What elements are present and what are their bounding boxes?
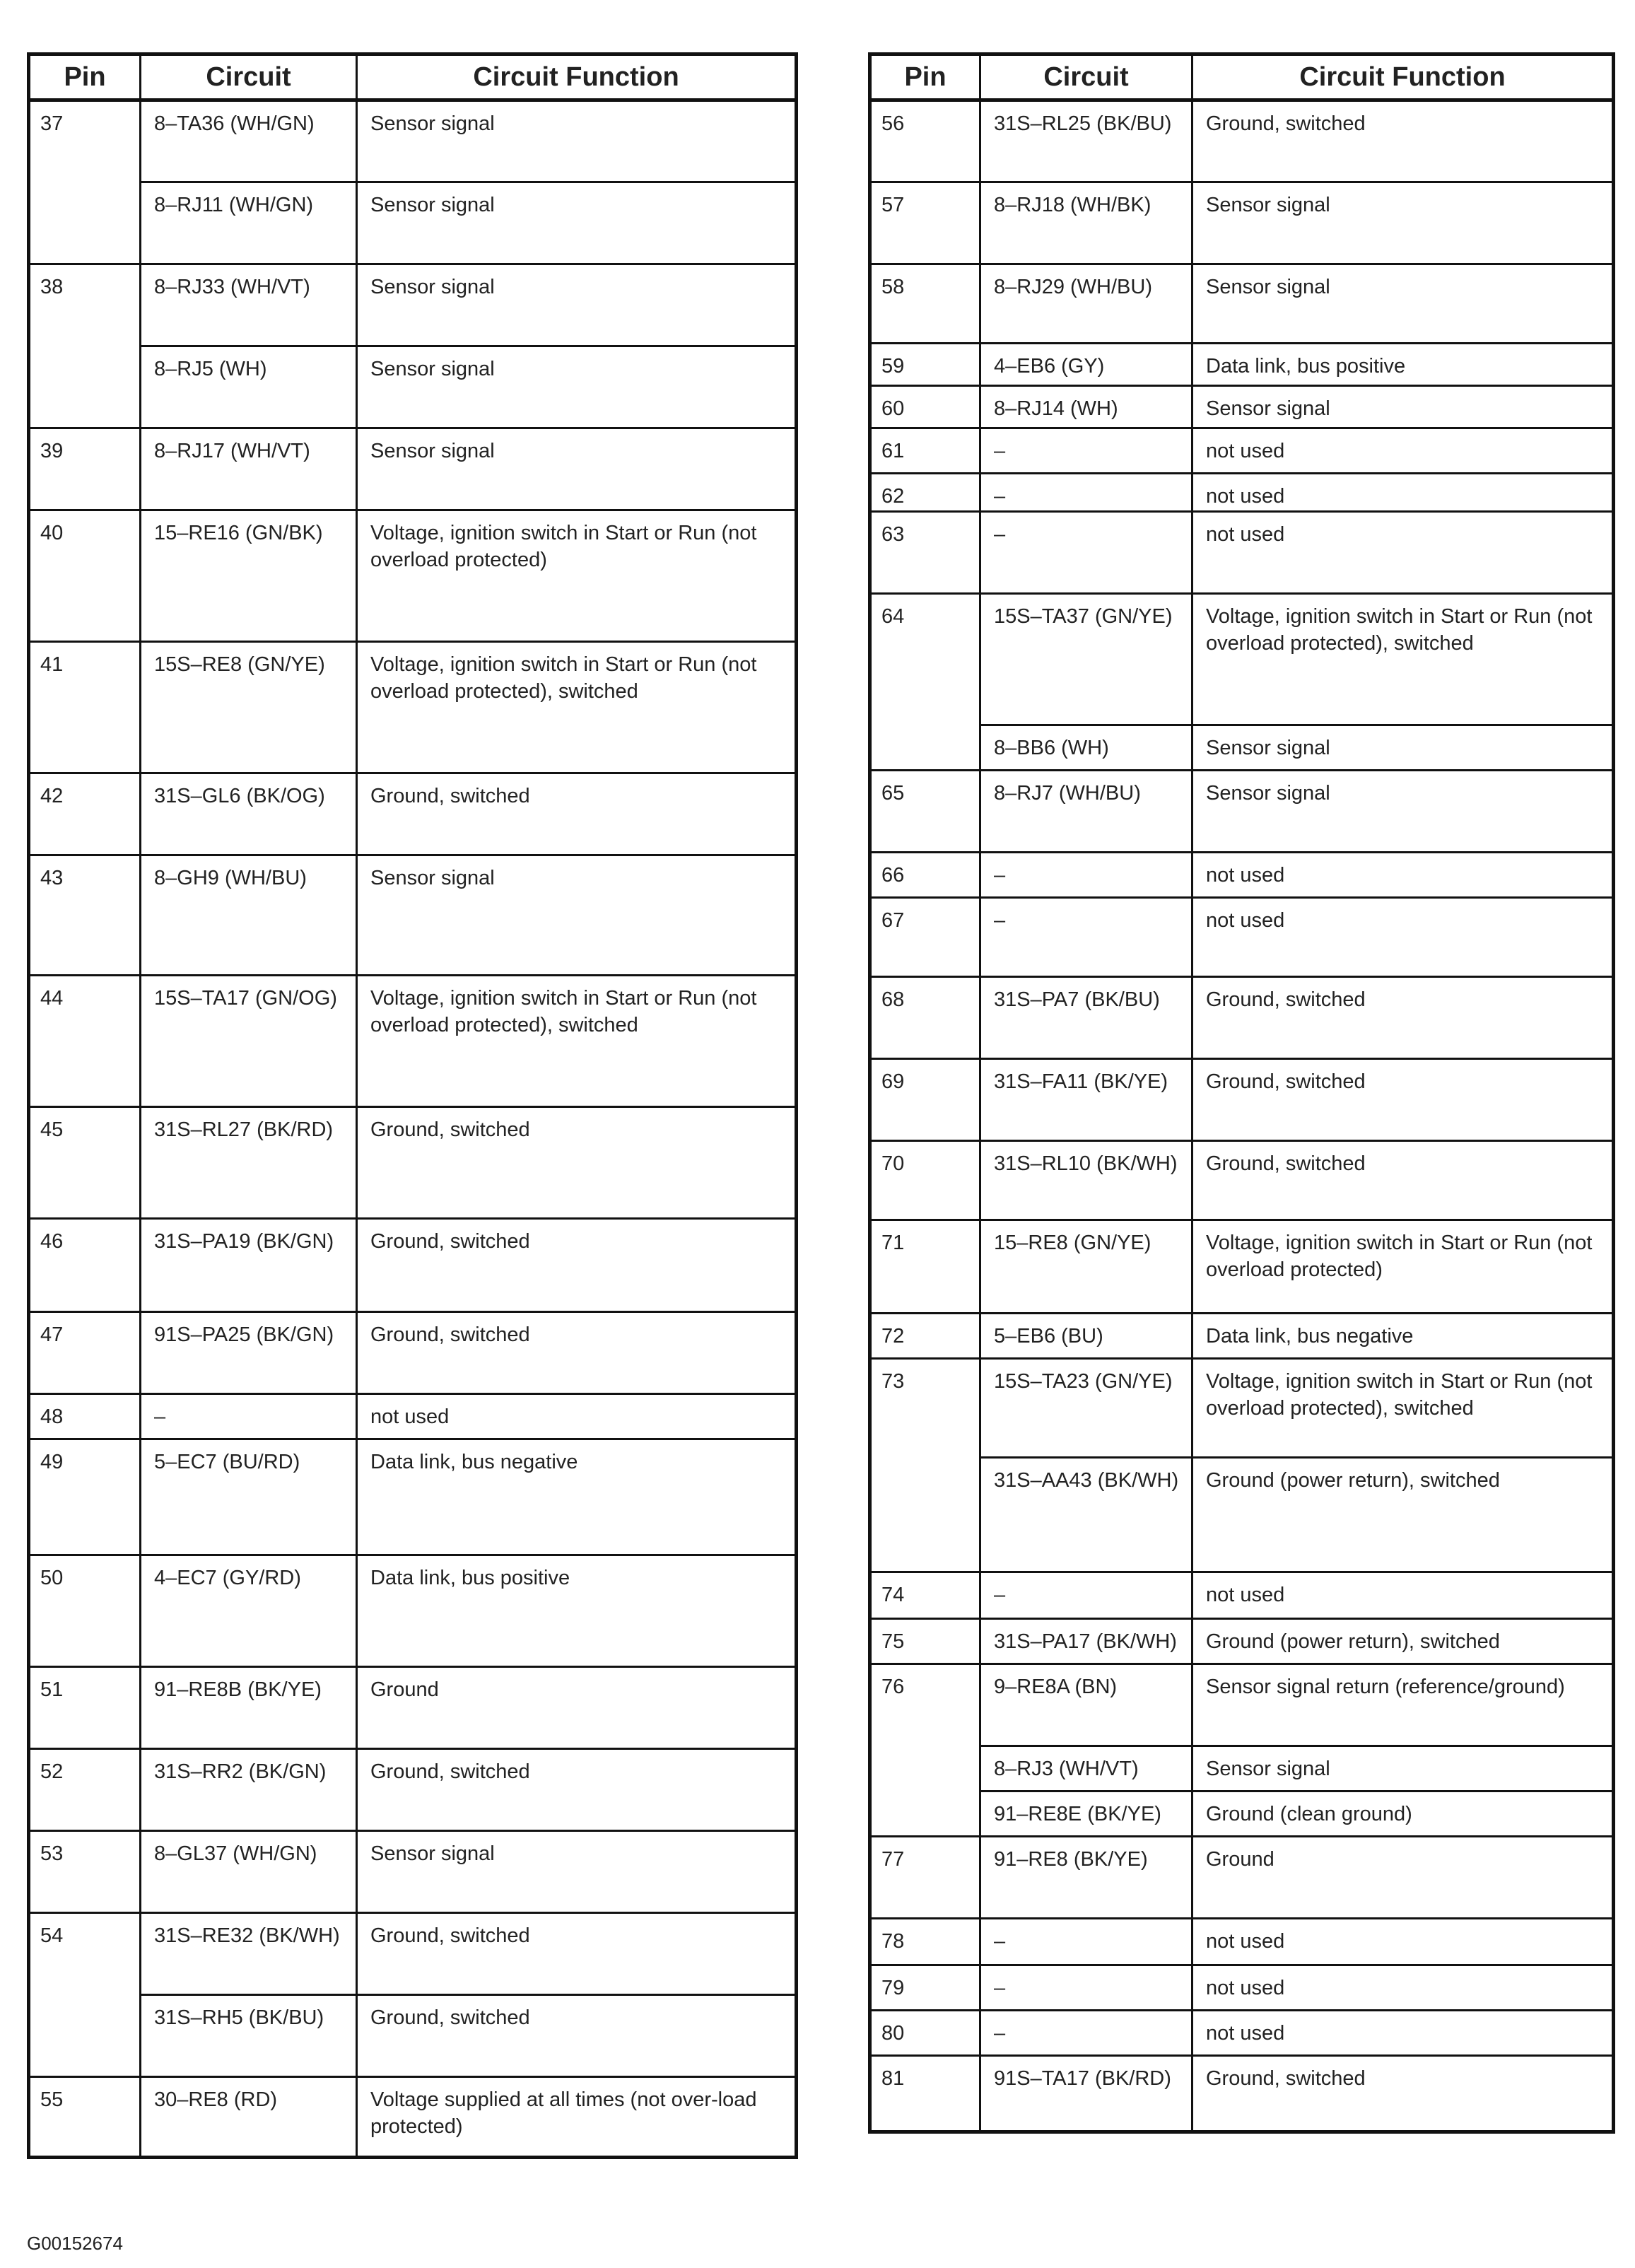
pin-number: 69 <box>870 1059 980 1141</box>
table-row <box>870 2011 1614 2056</box>
pin-number: 43 <box>29 855 141 976</box>
circuit-function: Sensor signal <box>1192 725 1614 771</box>
circuit-function-header: Circuit Function <box>1192 54 1614 100</box>
circuit-function: Voltage, ignition switch in Start or Run (not overload protected), switched <box>1192 594 1614 725</box>
circuit-header: Circuit <box>141 54 357 100</box>
table-row <box>870 182 1614 264</box>
pin-number: 44 <box>29 976 141 1107</box>
circuit-function: Sensor signal <box>357 264 797 346</box>
table-row <box>870 1359 1614 1458</box>
pin-number: 60 <box>870 386 980 428</box>
circuit-code: 31S–PA7 (BK/BU) <box>980 977 1192 1059</box>
circuit-code: 8–GH9 (WH/BU) <box>141 855 357 976</box>
pin-header: Pin <box>870 54 980 100</box>
circuit-code: 8–RJ14 (WH) <box>980 386 1192 428</box>
circuit-function: Ground, switched <box>1192 2056 1614 2132</box>
pin-number: 70 <box>870 1141 980 1220</box>
circuit-function: Ground, switched <box>1192 977 1614 1059</box>
table-header-row <box>29 54 797 100</box>
circuit-code: 31S–PA17 (BK/WH) <box>980 1619 1192 1664</box>
pin-table-left <box>27 52 798 2159</box>
circuit-code: 31S–RL10 (BK/WH) <box>980 1141 1192 1220</box>
circuit-code: 15S–TA17 (GN/OG) <box>141 976 357 1107</box>
table-row <box>870 1141 1614 1220</box>
circuit-code: – <box>980 1919 1192 1965</box>
circuit-code: 31S–RL25 (BK/BU) <box>980 100 1192 182</box>
circuit-code: 8–TA36 (WH/GN) <box>141 100 357 182</box>
circuit-function: not used <box>1192 428 1614 474</box>
circuit-code: 8–GL37 (WH/GN) <box>141 1831 357 1913</box>
circuit-function: Voltage, ignition switch in Start or Run (not overload protected) <box>1192 1220 1614 1314</box>
table-row <box>870 474 1614 512</box>
pin-number: 58 <box>870 264 980 344</box>
circuit-function: Sensor signal return (reference/ground) <box>1192 1664 1614 1746</box>
circuit-function: Sensor signal <box>357 346 797 428</box>
circuit-function: Ground (clean ground) <box>1192 1791 1614 1837</box>
table-row <box>29 2077 797 2158</box>
pin-number: 79 <box>870 1965 980 2011</box>
circuit-code: – <box>980 2011 1192 2056</box>
circuit-header: Circuit <box>980 54 1192 100</box>
circuit-code: 8–RJ18 (WH/BK) <box>980 182 1192 264</box>
circuit-code: 31S–GL6 (BK/OG) <box>141 773 357 855</box>
circuit-function: Data link, bus negative <box>357 1439 797 1555</box>
pin-number: 52 <box>29 1749 141 1831</box>
pin-number: 62 <box>870 474 980 512</box>
pin-number: 78 <box>870 1919 980 1965</box>
table-row <box>29 182 797 264</box>
table-row <box>870 594 1614 725</box>
circuit-code: – <box>141 1394 357 1439</box>
table-row <box>870 1965 1614 2011</box>
circuit-code: 8–RJ7 (WH/BU) <box>980 771 1192 853</box>
pin-number: 65 <box>870 771 980 853</box>
pin-number: 39 <box>29 428 141 510</box>
circuit-code: 5–EB6 (BU) <box>980 1314 1192 1359</box>
circuit-code: 31S–AA43 (BK/WH) <box>980 1458 1192 1572</box>
circuit-function: Ground, switched <box>1192 1059 1614 1141</box>
circuit-function-header: Circuit Function <box>357 54 797 100</box>
circuit-code: – <box>980 428 1192 474</box>
circuit-code: 30–RE8 (RD) <box>141 2077 357 2158</box>
circuit-function: Ground <box>1192 1837 1614 1919</box>
table-row <box>29 1667 797 1749</box>
table-row <box>870 1314 1614 1359</box>
circuit-code: 5–EC7 (BU/RD) <box>141 1439 357 1555</box>
circuit-code: 4–EB6 (GY) <box>980 344 1192 386</box>
circuit-function: Ground, switched <box>357 1749 797 1831</box>
table-row <box>870 1059 1614 1141</box>
circuit-function: Data link, bus positive <box>357 1555 797 1667</box>
circuit-function: Sensor signal <box>357 100 797 182</box>
circuit-code: 91–RE8 (BK/YE) <box>980 1837 1192 1919</box>
circuit-function: Sensor signal <box>1192 771 1614 853</box>
pin-table-right <box>868 52 1615 2134</box>
circuit-function: Voltage, ignition switch in Start or Run (not overload protected) <box>357 510 797 642</box>
pin-number: 42 <box>29 773 141 855</box>
circuit-function: Ground, switched <box>357 1913 797 1995</box>
circuit-code: 15S–TA23 (GN/YE) <box>980 1359 1192 1458</box>
pin-number: 47 <box>29 1312 141 1394</box>
circuit-function: Ground (power return), switched <box>1192 1458 1614 1572</box>
table-row <box>870 264 1614 344</box>
pin-number: 67 <box>870 898 980 977</box>
table-row <box>29 773 797 855</box>
circuit-code: 4–EC7 (GY/RD) <box>141 1555 357 1667</box>
circuit-code: 15–RE16 (GN/BK) <box>141 510 357 642</box>
table-row <box>29 428 797 510</box>
pin-number: 68 <box>870 977 980 1059</box>
table-row <box>870 853 1614 898</box>
pin-number: 56 <box>870 100 980 182</box>
circuit-function: Sensor signal <box>357 428 797 510</box>
circuit-function: Voltage, ignition switch in Start or Run (not overload protected), switched <box>1192 1359 1614 1458</box>
circuit-function: not used <box>1192 1572 1614 1619</box>
table-row <box>29 855 797 976</box>
circuit-code: 91–RE8B (BK/YE) <box>141 1667 357 1749</box>
circuit-function: not used <box>1192 1919 1614 1965</box>
circuit-function: Ground (power return), switched <box>1192 1619 1614 1664</box>
pin-number: 53 <box>29 1831 141 1913</box>
circuit-code: 31S–RL27 (BK/RD) <box>141 1107 357 1219</box>
pin-number: 48 <box>29 1394 141 1439</box>
table-row <box>29 264 797 346</box>
pin-header: Pin <box>29 54 141 100</box>
circuit-function: Voltage supplied at all times (not over-load protected) <box>357 2077 797 2158</box>
circuit-code: 15–RE8 (GN/YE) <box>980 1220 1192 1314</box>
pin-number: 46 <box>29 1219 141 1312</box>
pin-number: 76 <box>870 1664 980 1837</box>
pin-number: 81 <box>870 2056 980 2132</box>
circuit-code: 8–BB6 (WH) <box>980 725 1192 771</box>
pin-number: 45 <box>29 1107 141 1219</box>
table-row <box>29 100 797 182</box>
circuit-code: 8–RJ17 (WH/VT) <box>141 428 357 510</box>
circuit-code: – <box>980 853 1192 898</box>
table-row <box>870 1919 1614 1965</box>
pin-number: 75 <box>870 1619 980 1664</box>
circuit-function: Data link, bus negative <box>1192 1314 1614 1359</box>
table-row <box>29 1995 797 2077</box>
circuit-function: not used <box>1192 2011 1614 2056</box>
pin-number: 66 <box>870 853 980 898</box>
circuit-function: Ground, switched <box>357 1219 797 1312</box>
circuit-function: Sensor signal <box>1192 1746 1614 1791</box>
pin-number: 50 <box>29 1555 141 1667</box>
circuit-code: 31S–RE32 (BK/WH) <box>141 1913 357 1995</box>
circuit-code: 91–RE8E (BK/YE) <box>980 1791 1192 1837</box>
table-row <box>870 1837 1614 1919</box>
table-row <box>870 1458 1614 1572</box>
pin-number: 73 <box>870 1359 980 1572</box>
table-header-row <box>870 54 1614 100</box>
circuit-function: not used <box>1192 1965 1614 2011</box>
circuit-code: 91S–PA25 (BK/GN) <box>141 1312 357 1394</box>
circuit-function: Ground, switched <box>357 773 797 855</box>
pin-number: 80 <box>870 2011 980 2056</box>
circuit-code: 31S–FA11 (BK/YE) <box>980 1059 1192 1141</box>
table-row <box>29 1913 797 1995</box>
table-row <box>870 386 1614 428</box>
pin-number: 63 <box>870 512 980 594</box>
circuit-function: not used <box>357 1394 797 1439</box>
circuit-code: – <box>980 512 1192 594</box>
circuit-code: 31S–RR2 (BK/GN) <box>141 1749 357 1831</box>
table-row <box>870 977 1614 1059</box>
table-row <box>870 428 1614 474</box>
circuit-function: Sensor signal <box>357 1831 797 1913</box>
circuit-code: – <box>980 1965 1192 2011</box>
pin-number: 49 <box>29 1439 141 1555</box>
circuit-function: Data link, bus positive <box>1192 344 1614 386</box>
circuit-function: Ground, switched <box>357 1312 797 1394</box>
circuit-code: 31S–PA19 (BK/GN) <box>141 1219 357 1312</box>
table-row <box>29 1831 797 1913</box>
table-row <box>29 1394 797 1439</box>
circuit-code: – <box>980 898 1192 977</box>
table-row <box>29 642 797 773</box>
table-row <box>870 1220 1614 1314</box>
circuit-function: Ground <box>357 1667 797 1749</box>
circuit-code: 91S–TA17 (BK/RD) <box>980 2056 1192 2132</box>
circuit-code: 8–RJ33 (WH/VT) <box>141 264 357 346</box>
circuit-function: Sensor signal <box>357 855 797 976</box>
table-row <box>870 344 1614 386</box>
table-row <box>29 346 797 428</box>
circuit-code: – <box>980 474 1192 512</box>
pin-number: 51 <box>29 1667 141 1749</box>
pin-number: 38 <box>29 264 141 428</box>
table-row <box>870 1619 1614 1664</box>
table-row <box>870 1664 1614 1746</box>
table-row <box>29 510 797 642</box>
table-row <box>870 1746 1614 1791</box>
pin-number: 57 <box>870 182 980 264</box>
circuit-function: not used <box>1192 474 1614 512</box>
table-row <box>29 1107 797 1219</box>
pin-number: 40 <box>29 510 141 642</box>
pin-number: 59 <box>870 344 980 386</box>
table-row <box>870 1791 1614 1837</box>
table-row <box>870 2056 1614 2132</box>
table-row <box>29 1219 797 1312</box>
circuit-code: 15S–TA37 (GN/YE) <box>980 594 1192 725</box>
pin-number: 64 <box>870 594 980 771</box>
circuit-function: Sensor signal <box>357 182 797 264</box>
table-row <box>870 898 1614 977</box>
circuit-function: not used <box>1192 898 1614 977</box>
table-row <box>870 512 1614 594</box>
pin-number: 74 <box>870 1572 980 1619</box>
figure-code: G00152674 <box>27 2233 123 2254</box>
circuit-code: 8–RJ11 (WH/GN) <box>141 182 357 264</box>
circuit-code: 9–RE8A (BN) <box>980 1664 1192 1746</box>
circuit-function: Voltage, ignition switch in Start or Run (not overload protected), switched <box>357 642 797 773</box>
pin-number: 54 <box>29 1913 141 2077</box>
circuit-function: Sensor signal <box>1192 386 1614 428</box>
circuit-code: – <box>980 1572 1192 1619</box>
circuit-function: not used <box>1192 512 1614 594</box>
pin-number: 71 <box>870 1220 980 1314</box>
circuit-code: 8–RJ3 (WH/VT) <box>980 1746 1192 1791</box>
table-row <box>870 100 1614 182</box>
circuit-function: Ground, switched <box>357 1107 797 1219</box>
circuit-function: not used <box>1192 853 1614 898</box>
table-row <box>870 771 1614 853</box>
circuit-function: Voltage, ignition switch in Start or Run (not overload protected), switched <box>357 976 797 1107</box>
circuit-function: Ground, switched <box>357 1995 797 2077</box>
circuit-function: Ground, switched <box>1192 1141 1614 1220</box>
circuit-code: 31S–RH5 (BK/BU) <box>141 1995 357 2077</box>
table-row <box>870 1572 1614 1619</box>
pin-number: 77 <box>870 1837 980 1919</box>
table-row <box>29 1439 797 1555</box>
circuit-code: 8–RJ29 (WH/BU) <box>980 264 1192 344</box>
circuit-function: Sensor signal <box>1192 182 1614 264</box>
table-row <box>29 1749 797 1831</box>
pin-number: 37 <box>29 100 141 264</box>
table-row <box>29 1555 797 1667</box>
table-row <box>870 725 1614 771</box>
circuit-function: Sensor signal <box>1192 264 1614 344</box>
circuit-code: 8–RJ5 (WH) <box>141 346 357 428</box>
pin-number: 72 <box>870 1314 980 1359</box>
pin-number: 55 <box>29 2077 141 2158</box>
pin-number: 61 <box>870 428 980 474</box>
pin-number: 41 <box>29 642 141 773</box>
table-row <box>29 1312 797 1394</box>
circuit-function: Ground, switched <box>1192 100 1614 182</box>
table-row <box>29 976 797 1107</box>
circuit-code: 15S–RE8 (GN/YE) <box>141 642 357 773</box>
